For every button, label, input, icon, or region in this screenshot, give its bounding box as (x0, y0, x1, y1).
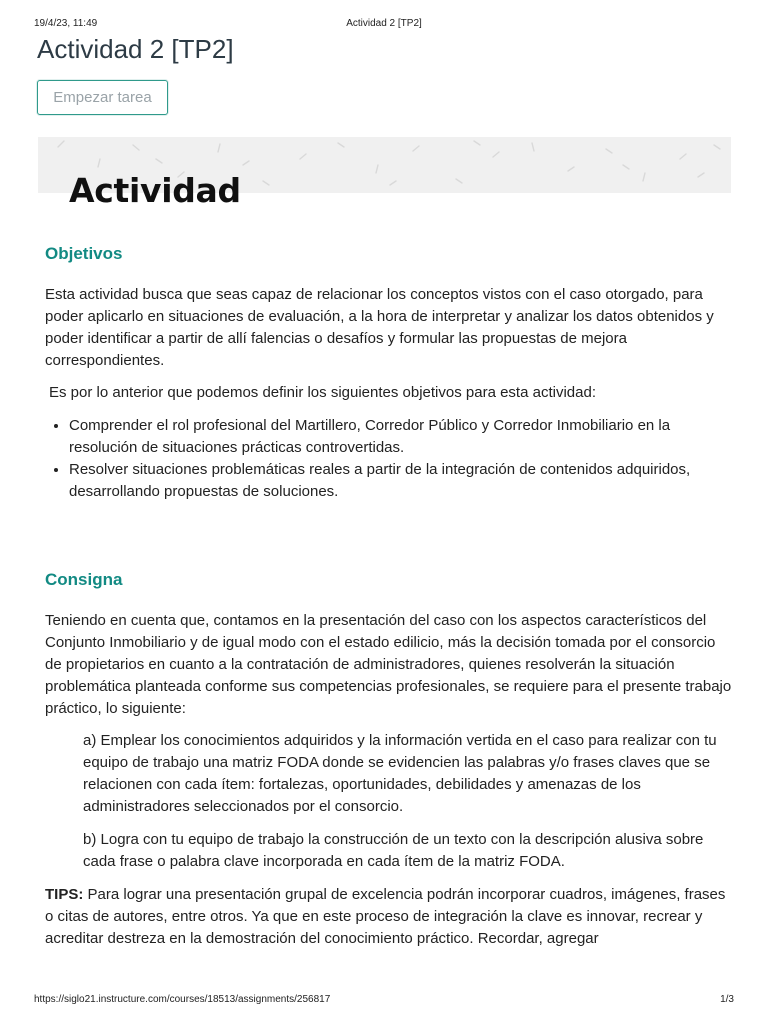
tips-text: Para lograr una presentación grupal de excelencia podrán incorporar cuadros, imágenes, frases o citas de autores, entre otros. Ya que en este proceso de integración la clave es innovar, recrear y acreditar destreza en la demostración del conocimiento práctico. Recordar, agregar (45, 886, 726, 947)
start-assignment-button[interactable]: Empezar tarea (37, 80, 168, 115)
consigna-heading: Consigna (45, 570, 123, 589)
objetivos-heading: Objetivos (45, 244, 123, 263)
list-item: • Comprender el rol profesional del Martillero, Corredor Público y Corredor Inmobiliario en la resolución de situaciones prácticas controvertidas. (69, 415, 735, 459)
list-item: • Resolver situaciones problemáticas reales a partir de la integración de contenidos adquiridos, desarrollando propuestas de soluciones. (69, 459, 735, 503)
tips-label: TIPS: (45, 886, 84, 903)
consigna-item-a: a) Emplear los conocimientos adquiridos y la información vertida en el caso para realizar con tu equipo de trabajo una matriz FODA donde se evidencien las palabras y/o frases claves que se relacionen con cada ítem: fortalezas, oportunidades, debilidades y amenazas de los administradores seleccionados por el consorcio. (83, 732, 717, 815)
print-footer (0, 994, 768, 1008)
tips-paragraph (45, 884, 735, 950)
print-url: https://siglo21.instructure.com/courses/18513/assignments/256817 (34, 994, 331, 1005)
assignment-description (45, 240, 735, 950)
consigna-item-b: b) Logra con tu equipo de trabajo la construcción de un texto con la descripción alusiva sobre cada frase o palabra clave incorporada en cada ítem de la matriz FODA. (83, 831, 704, 870)
objetivos-intro: Es por lo anterior que podemos definir los siguientes objetivos para esta actividad: (49, 384, 596, 401)
activity-banner-title: Actividad (69, 171, 241, 210)
print-datetime: 19/4/23, 11:49 (34, 18, 98, 29)
page-title: Actividad 2 [TP2] (37, 34, 234, 64)
print-doc-title: Actividad 2 [TP2] (346, 18, 422, 29)
consigna-paragraph: Teniendo en cuenta que, contamos en la presentación del caso con los aspectos característicos del Conjunto Inmobiliario y de igual modo con el estado edilicio, más la decisión tomada por el consorcio de propietarios en cuanto a la contratación de administradores, quienes resolverán la situación problemática planteada conforme sus competencias profesionales, se requiere para el presente trabajo práctico, lo siguiente: (45, 612, 732, 717)
print-page-number: 1/3 (720, 994, 734, 1005)
print-header (0, 14, 768, 30)
objetivos-list (45, 415, 735, 503)
objetivos-paragraph: Esta actividad busca que seas capaz de relacionar los conceptos vistos con el caso otorgado, para poder aplicarlo en situaciones de evaluación, a la hora de interpretar y analizar los datos obtenidos y poder identificar a partir de allí falencias o desafíos y formular las propuestas de mejora correspondientes. (45, 286, 714, 369)
